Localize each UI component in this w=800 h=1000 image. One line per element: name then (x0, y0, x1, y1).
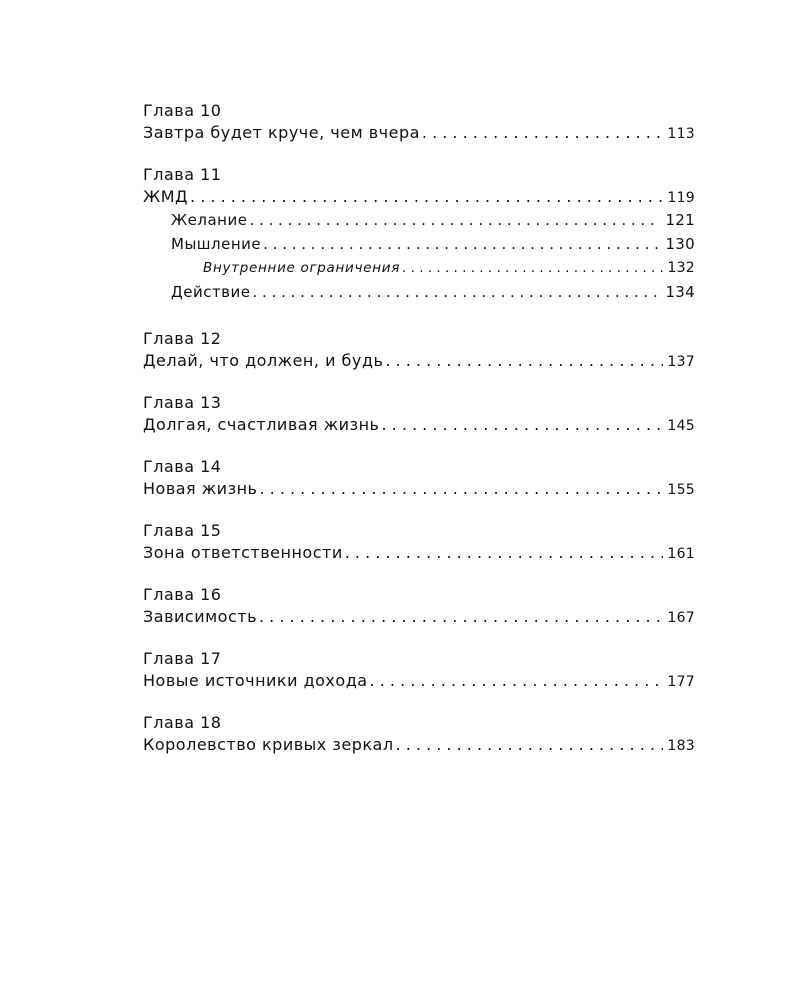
page-number: 137 (667, 354, 695, 370)
dot-leader (345, 542, 664, 564)
entry-title: Зависимость (143, 607, 257, 626)
page-number: 130 (665, 235, 695, 253)
chapter-label: Глава 12 (143, 329, 222, 348)
dot-leader (381, 414, 663, 436)
toc-entry[interactable] (143, 414, 695, 436)
dot-leader (263, 232, 661, 256)
chapter-18 (143, 712, 695, 756)
toc-subsubentry[interactable] (143, 256, 695, 280)
page-number: 155 (667, 482, 695, 498)
chapter-13 (143, 392, 695, 436)
toc-entry[interactable] (143, 606, 695, 628)
toc-entry[interactable] (143, 122, 695, 144)
chapter-16 (143, 584, 695, 628)
entry-title: Новая жизнь (143, 479, 258, 498)
toc-entry[interactable] (143, 350, 695, 372)
toc-subentry[interactable] (143, 280, 695, 304)
entry-title: Королевство кривых зеркал (143, 735, 394, 754)
chapter-label: Глава 10 (143, 101, 222, 120)
chapter-label: Глава 17 (143, 649, 222, 668)
chapter-label: Глава 18 (143, 713, 222, 732)
page-number: 167 (667, 610, 695, 626)
page-number: 132 (667, 260, 695, 276)
dot-leader (190, 186, 663, 208)
dot-leader (422, 122, 663, 144)
chapter-label: Глава 11 (143, 165, 222, 184)
toc-entry[interactable] (143, 542, 695, 564)
entry-title: ЖМД (143, 187, 189, 206)
chapter-label: Глава 15 (143, 521, 222, 540)
chapter-label: Глава 13 (143, 393, 222, 412)
page-number: 145 (667, 418, 695, 434)
chapter-11 (143, 164, 695, 304)
toc-entry[interactable] (143, 670, 695, 692)
entry-title: Желание (171, 211, 248, 229)
chapter-17 (143, 648, 695, 692)
entry-title: Долгая, счастливая жизнь (143, 415, 380, 434)
dot-leader (370, 670, 664, 692)
page-number: 134 (665, 283, 695, 301)
page-number: 113 (667, 126, 695, 142)
dot-leader (259, 606, 663, 628)
chapter-15 (143, 520, 695, 564)
page-number: 161 (667, 546, 695, 562)
dot-leader (402, 256, 663, 280)
chapter-10 (143, 100, 695, 144)
page-number: 121 (665, 211, 695, 229)
toc-subentry[interactable] (143, 208, 695, 232)
toc-subentry[interactable] (143, 232, 695, 256)
dot-leader (249, 208, 661, 232)
entry-title: Новые источники дохода (143, 671, 368, 690)
dot-leader (253, 280, 662, 304)
toc-entry[interactable] (143, 186, 695, 208)
toc-entry[interactable] (143, 478, 695, 500)
chapter-14 (143, 456, 695, 500)
toc-entry[interactable] (143, 734, 695, 756)
entry-title: Завтра будет круче, чем вчера (143, 123, 420, 142)
dot-leader (385, 350, 663, 372)
entry-title: Действие (171, 283, 251, 301)
entry-title: Делай, что должен, и будь (143, 351, 384, 370)
dot-leader (396, 734, 664, 756)
entry-title: Мышление (171, 235, 262, 253)
chapter-label: Глава 14 (143, 457, 222, 476)
entry-title: Зона ответственности (143, 543, 343, 562)
table-of-contents (143, 100, 695, 776)
chapter-label: Глава 16 (143, 585, 222, 604)
page-number: 119 (667, 190, 695, 206)
page-number: 183 (667, 738, 695, 754)
dot-leader (259, 478, 663, 500)
entry-title: Внутренние ограничения (203, 260, 401, 276)
chapter-12 (143, 328, 695, 372)
page-number: 177 (667, 674, 695, 690)
